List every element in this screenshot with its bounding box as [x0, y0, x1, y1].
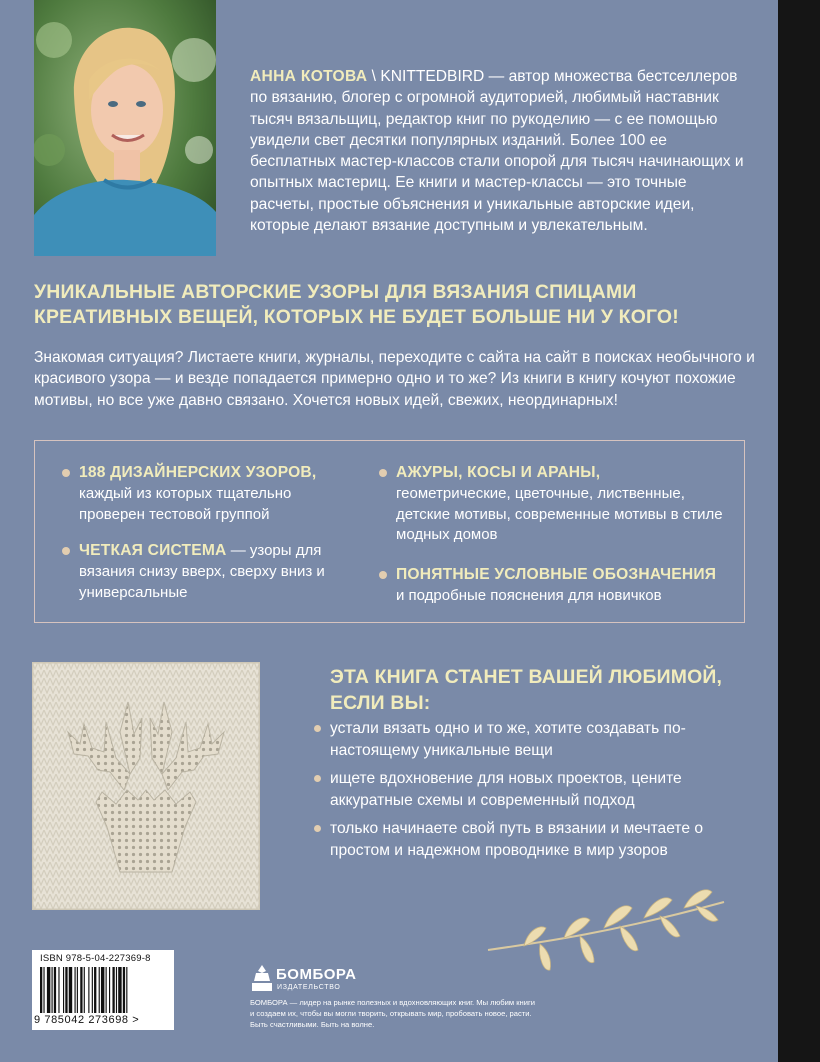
knitted-swatch-image: [32, 662, 260, 910]
isbn-barcode: [32, 950, 174, 1030]
author-name: АННА КОТОВА: [250, 68, 368, 85]
feature-text: геометрические, цветочные, лиственные, детские мотивы, современные мотивы в стиле модных домов: [396, 484, 723, 544]
author-bio: [250, 66, 750, 236]
feature-highlight: ЧЕТКАЯ СИСТЕМА: [79, 542, 227, 559]
publisher-logo: [250, 963, 360, 995]
feature-highlight: 188 ДИЗАЙНЕРСКИХ УЗОРОВ,: [79, 464, 317, 481]
bullet-icon: [62, 469, 70, 477]
barcode-bars: [40, 967, 166, 1013]
love-item: [330, 818, 760, 862]
love-section-title: ЭТА КНИГА СТАНЕТ ВАШЕЙ ЛЮБИМОЙ, ЕСЛИ ВЫ:: [330, 666, 723, 714]
feature-text: — узоры для вязания снизу вверх, сверху вниз и универсальные: [79, 542, 325, 601]
feature-text: каждый из которых тщательно проверен тестовой группой: [79, 484, 292, 523]
author-bio-text: — автор множества бестселлеров по вязанию, блогер с огромной аудиторией, любимый наставник тысяч вязальщиц, редактор книг по рукоделию — с ее помощью увидели свет десятки популярных изданий. Более 100 ее бесплатных мастер-классов стали опорой для тысяч начинающих и опытных мастериц. Ее книги и мастер-классы — это точные расчеты, простые объяснения и уникальные авторские идеи, которые делают вязание доступным и увлекательным.: [250, 68, 744, 235]
love-item-text: только начинаете свой путь в вязании и мечтаете о простом и надежном проводнике в мир узоров: [330, 820, 704, 859]
feature-highlight: АЖУРЫ, КОСЫ И АРАНЫ,: [396, 464, 601, 481]
intro-paragraph: Знакомая ситуация? Листаете книги, журналы, переходите с сайта на сайт в поисках необычного и красивого узора — и везде попадается примерно одно и то же? Из книги в книгу кочуют похожие мотивы, но все уже давно связано. Хочется новых идей, свежих, неординарных!: [34, 349, 755, 409]
love-item-text: ищете вдохновение для новых проектов, цените аккуратные схемы и современный подход: [330, 770, 682, 809]
bullet-icon: [379, 469, 387, 477]
feature-highlight: ПОНЯТНЫЕ УСЛОВНЫЕ ОБОЗНАЧЕНИЯ: [396, 566, 717, 583]
bullet-icon: [314, 825, 321, 832]
feature-item: [79, 463, 349, 525]
bullet-icon: [314, 725, 321, 732]
bombora-logo-icon: [250, 963, 274, 993]
bullet-icon: [314, 775, 321, 782]
headline: УНИКАЛЬНЫЕ АВТОРСКИЕ УЗОРЫ ДЛЯ ВЯЗАНИЯ СПИЦАМИ КРЕАТИВНЫХ ВЕЩЕЙ, КОТОРЫХ НЕ БУДЕТ БОЛЬШЕ НИ У КОГО!: [34, 281, 679, 328]
barcode-number: 9 785042 273698 >: [34, 1014, 140, 1026]
publisher-name: БОМБОРА: [276, 966, 357, 983]
feature-item: [79, 541, 349, 603]
publisher-text: БОМБОРА — лидер на рынке полезных и вдохновляющих книг. Мы любим книги и создаем их, чтобы вы могли творить, открывать мир, пробовать новое, расти. Быть счастливыми. Быть на волне.: [250, 998, 535, 1030]
bullet-icon: [62, 547, 70, 555]
love-item: [330, 768, 760, 812]
author-photo: [34, 0, 216, 256]
features-box: [34, 440, 745, 623]
feature-item: [396, 565, 736, 607]
dried-leaf-illustration: [484, 880, 729, 990]
feature-text: и подробные пояснения для новичков: [396, 586, 662, 604]
book-spine: [778, 0, 820, 1062]
author-nickname: \ KNITTEDBIRD: [367, 68, 485, 85]
bullet-icon: [379, 571, 387, 579]
love-item-text: устали вязать одно и то же, хотите создавать по-настоящему уникальные вещи: [330, 720, 686, 759]
feature-item: [396, 463, 736, 546]
love-item: [330, 718, 760, 762]
isbn-label: ISBN 978-5-04-227369-8: [40, 953, 151, 964]
publisher-sub: ИЗДАТЕЛЬСТВО: [277, 984, 341, 991]
